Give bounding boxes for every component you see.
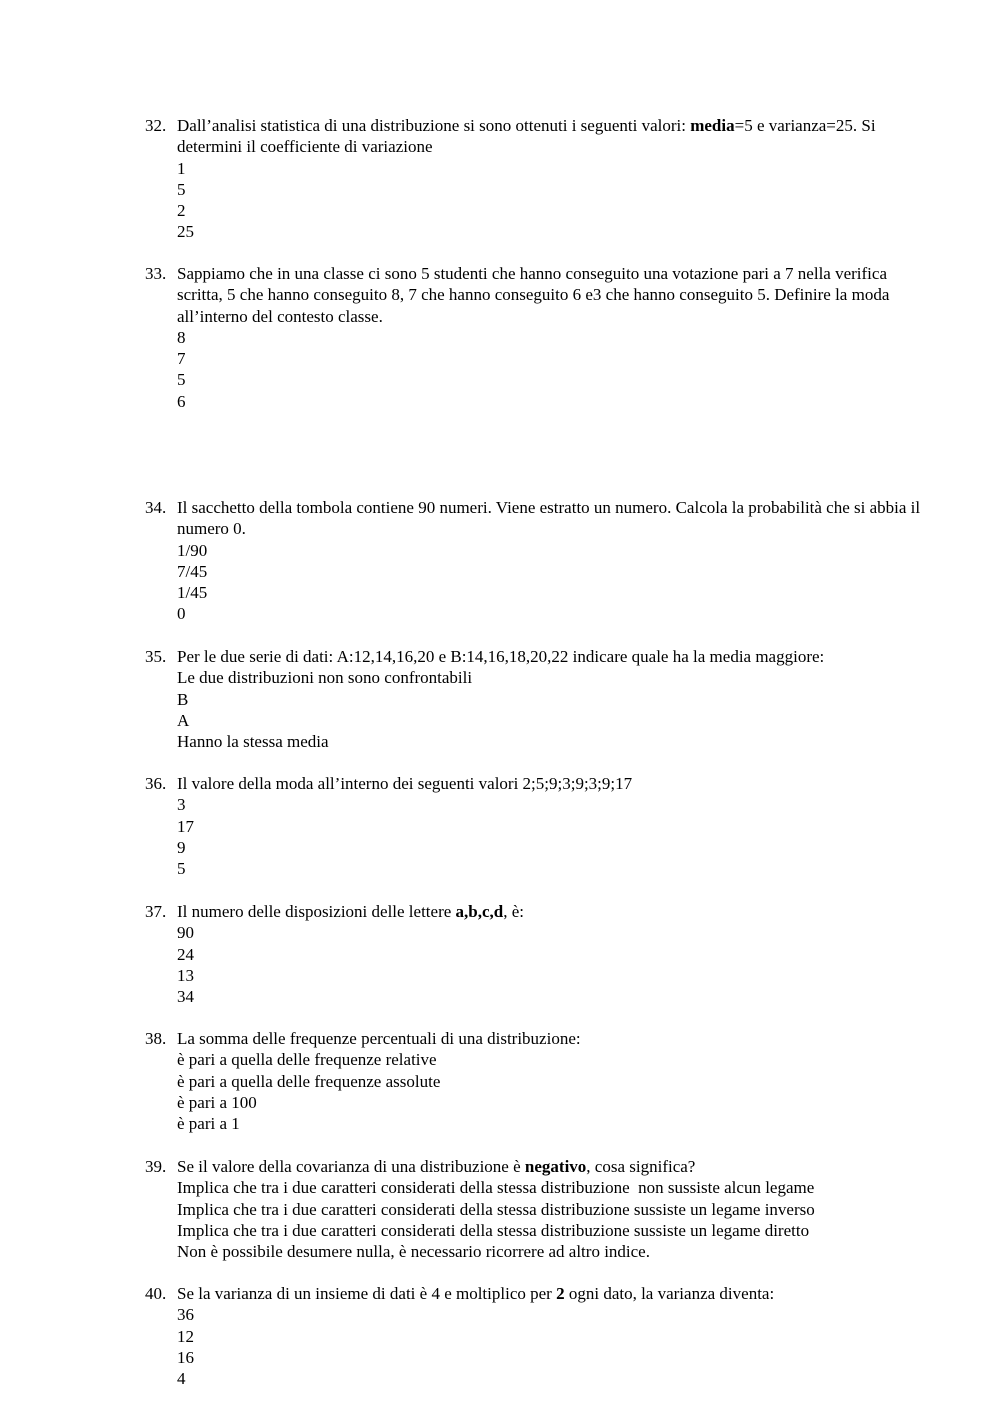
answer-option: B <box>177 689 189 709</box>
answer-option: 9 <box>177 837 186 857</box>
question-number: 32. <box>145 116 167 135</box>
answer-option: è pari a 1 <box>177 1114 240 1134</box>
question-number: 38. <box>145 1029 167 1048</box>
answer-option: è pari a quella delle frequenze relative <box>177 1050 437 1070</box>
answer-option: 2 <box>177 201 186 221</box>
question-39 <box>145 1156 925 1262</box>
question-text: Dall’analisi statistica di una distribuzione si sono ottenuti i seguenti valori: media=5 e varianza=25. Si determini il coefficiente di variazione <box>177 116 880 157</box>
answer-option: Implica che tra i due caratteri considerati della stessa distribuzione sussiste un legame inverso <box>177 1199 815 1219</box>
question-number: 37. <box>145 902 167 921</box>
question-35 <box>145 646 925 752</box>
answer-option: A <box>177 710 190 730</box>
answer-option: è pari a quella delle frequenze assolute <box>177 1071 441 1091</box>
question-33 <box>145 263 925 412</box>
question-text: Sappiamo che in una classe ci sono 5 studenti che hanno conseguito una votazione pari a 7 nella verifica scritta, 5 che hanno conseguito 8, 7 che hanno conseguito 6 e3 che hanno conseguito 5. Definire la moda all’interno del contesto classe. <box>177 264 894 326</box>
bold-term: negativo <box>524 1157 587 1176</box>
answer-option: 0 <box>177 604 186 624</box>
answer-option: 34 <box>177 987 194 1007</box>
answer-option: 12 <box>177 1326 194 1346</box>
answer-option: 6 <box>177 391 186 411</box>
answer-option: 16 <box>177 1347 194 1367</box>
answer-option: Le due distribuzioni non sono confrontabili <box>177 668 473 688</box>
question-36 <box>145 773 925 879</box>
question-37 <box>145 901 925 1007</box>
question-text: La somma delle frequenze percentuali di una distribuzione: <box>177 1029 581 1048</box>
question-number: 34. <box>145 498 167 517</box>
answer-option: 5 <box>177 859 186 879</box>
answer-option: Hanno la stessa media <box>177 732 329 752</box>
bold-term: 2 <box>556 1284 565 1303</box>
question-number: 39. <box>145 1157 167 1176</box>
question-38 <box>145 1028 925 1134</box>
question-number: 40. <box>145 1284 167 1303</box>
bold-term: a,b,c,d <box>455 902 504 921</box>
answer-option: Implica che tra i due caratteri considerati della stessa distribuzione non sussiste alcun legame <box>177 1178 815 1198</box>
answer-option: 5 <box>177 179 186 199</box>
answer-option: 1 <box>177 158 186 178</box>
answer-option: 13 <box>177 965 194 985</box>
question-number: 33. <box>145 264 167 283</box>
answer-option: 1/45 <box>177 583 208 603</box>
question-text: Il numero delle disposizioni delle lettere a,b,c,d, è: <box>177 902 525 921</box>
question-number: 36. <box>145 774 167 793</box>
answer-option: 4 <box>177 1369 186 1389</box>
answer-option: 17 <box>177 816 194 836</box>
question-text: Se il valore della covarianza di una distribuzione è negativo, cosa significa? <box>177 1157 696 1176</box>
question-number: 35. <box>145 647 167 666</box>
answer-option: è pari a 100 <box>177 1092 257 1112</box>
question-text: Se la varianza di un insieme di dati è 4 e moltiplico per 2 ogni dato, la varianza diventa: <box>177 1284 775 1303</box>
question-40 <box>145 1283 925 1389</box>
answer-option: 7 <box>177 349 186 369</box>
question-text: Il sacchetto della tombola contiene 90 numeri. Viene estratto un numero. Calcola la probabilità che si abbia il numero 0. <box>177 498 925 539</box>
answer-option: 90 <box>177 923 194 943</box>
answer-option: 8 <box>177 327 186 347</box>
answer-option: Non è possibile desumere nulla, è necessario ricorrere ad altro indice. <box>177 1242 650 1262</box>
answer-option: 24 <box>177 944 194 964</box>
answer-option: 5 <box>177 370 186 390</box>
answer-option: 25 <box>177 222 194 242</box>
question-text: Il valore della moda all’interno dei seguenti valori 2;5;9;3;9;3;9;17 <box>177 774 633 793</box>
answer-option: 7/45 <box>177 561 208 581</box>
answer-option: Implica che tra i due caratteri considerati della stessa distribuzione sussiste un legame diretto <box>177 1220 810 1240</box>
question-32 <box>145 115 925 243</box>
answer-option: 1/90 <box>177 540 208 560</box>
bold-term: media <box>690 116 735 135</box>
question-34 <box>145 497 925 625</box>
answer-option: 3 <box>177 795 186 815</box>
question-text: Per le due serie di dati: A:12,14,16,20 e B:14,16,18,20,22 indicare quale ha la media maggiore: <box>177 647 825 666</box>
answer-option: 36 <box>177 1305 194 1325</box>
